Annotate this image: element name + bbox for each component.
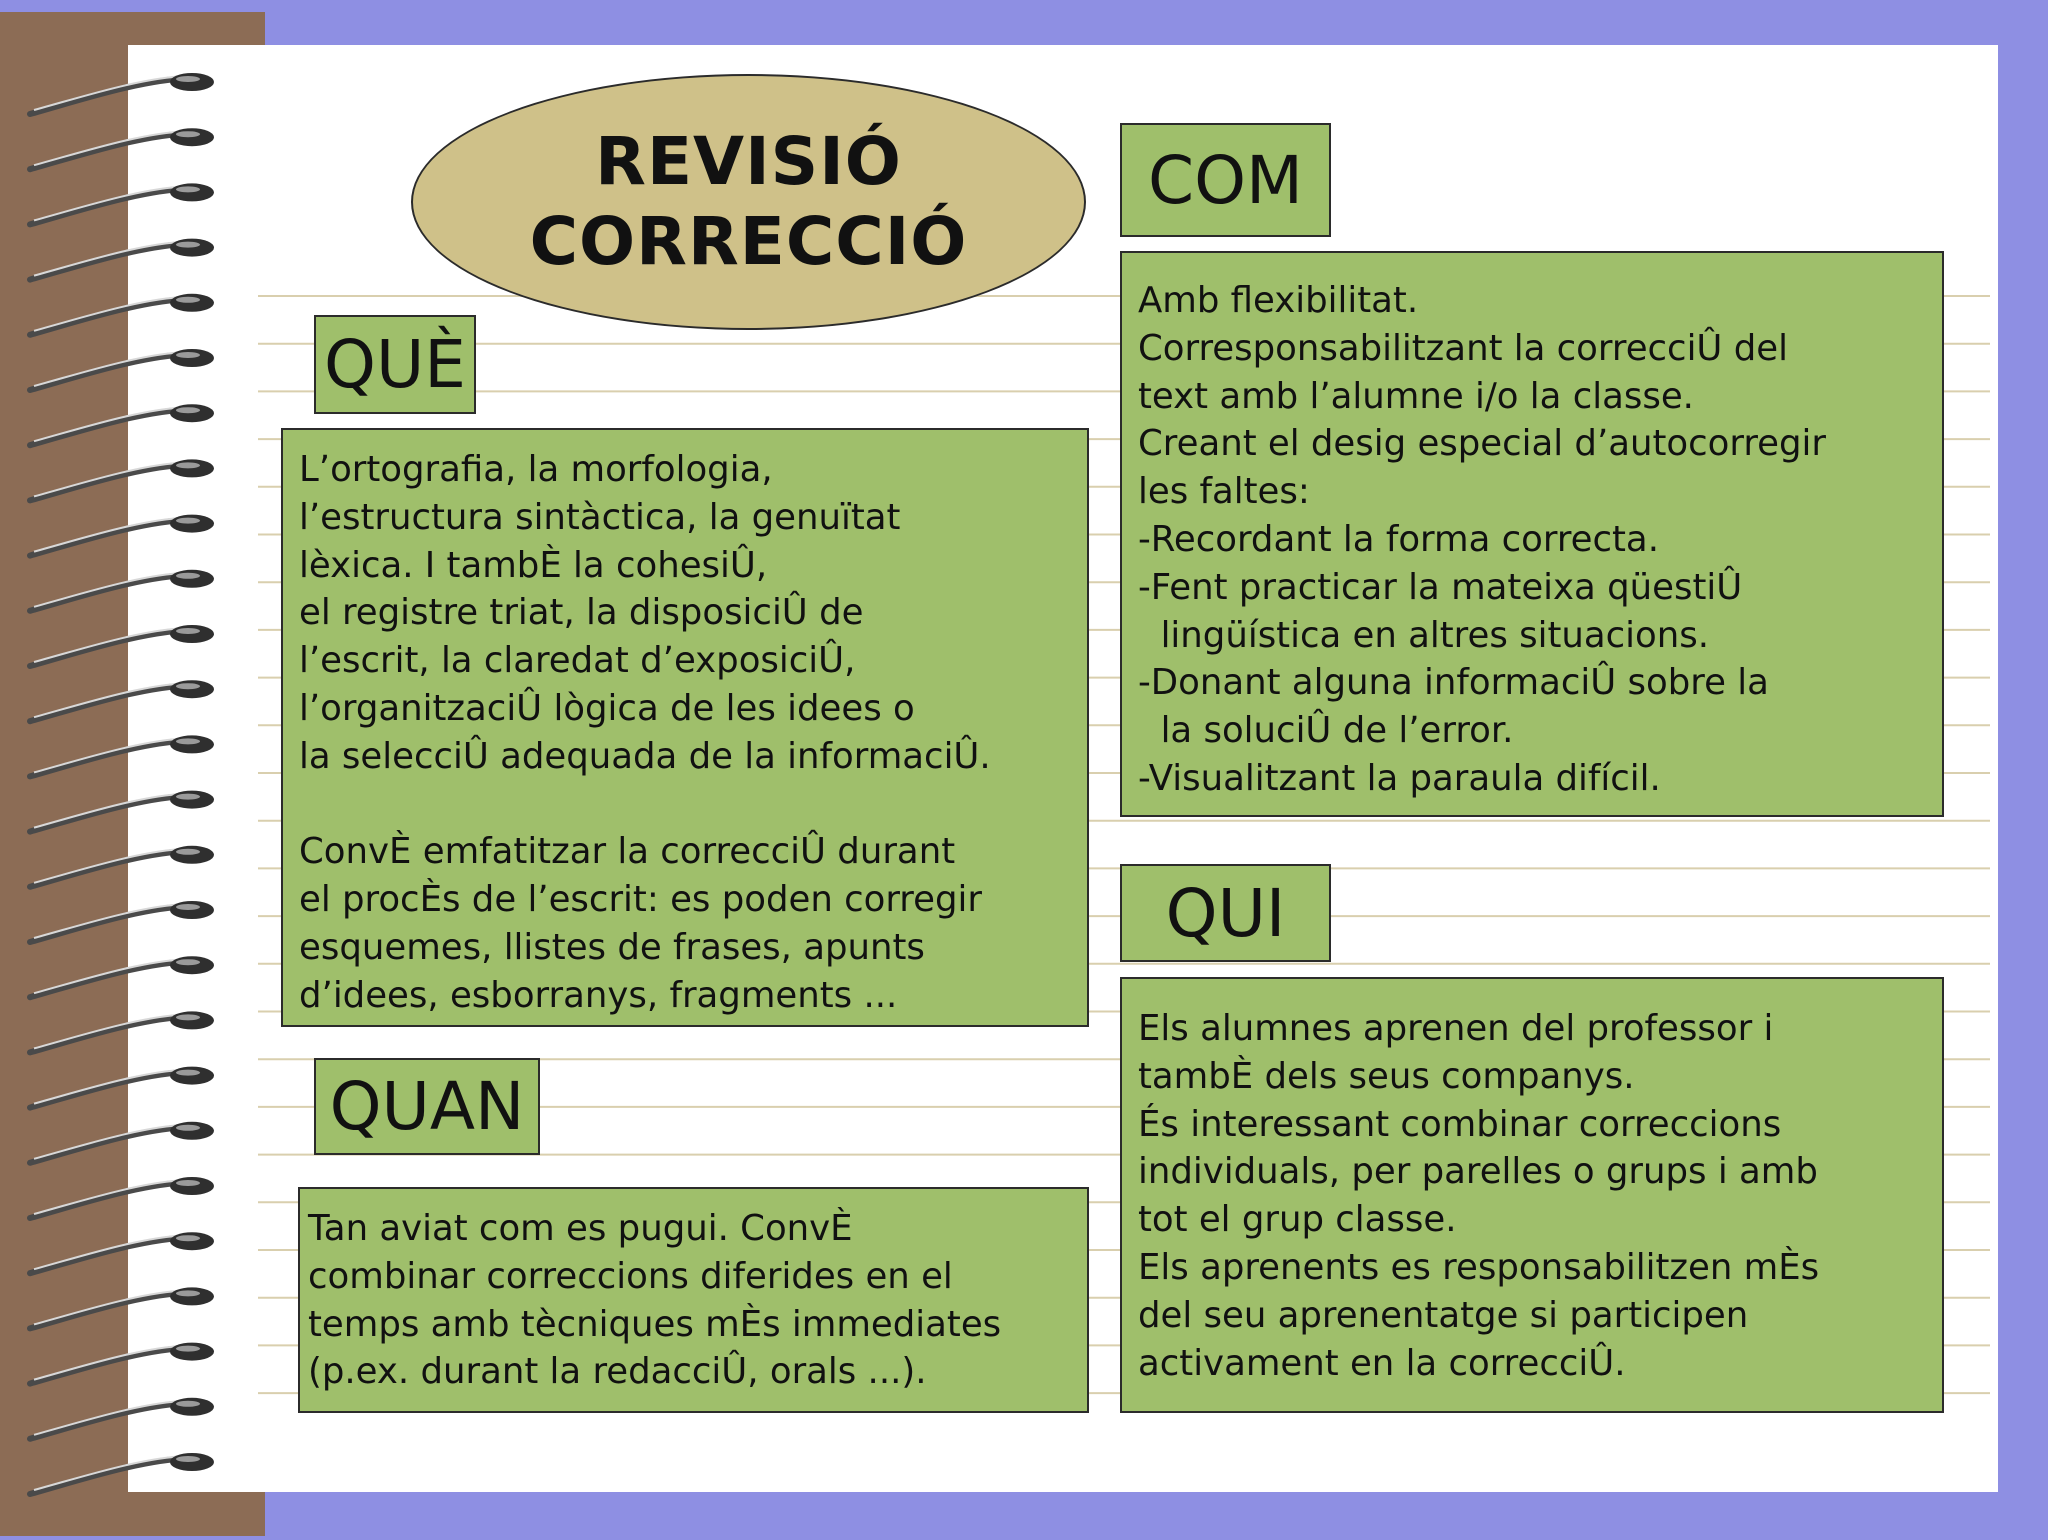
spiral-ring xyxy=(30,846,214,887)
que-line: l’escrit, la claredat d’exposiciÛ, xyxy=(299,640,856,682)
spiral-binding xyxy=(0,0,240,1536)
com-line: les faltes: xyxy=(1138,471,1310,513)
que-line: l’estructura sintàctica, la genuïtat xyxy=(299,496,901,538)
spiral-ring xyxy=(30,735,214,776)
spiral-ring xyxy=(30,128,214,169)
com-paragraph xyxy=(1138,277,1932,803)
qui-line: individuals, per parelles o grups i amb xyxy=(1138,1151,1818,1193)
spiral-ring xyxy=(30,1343,214,1384)
com-line: text amb l’alumne i/o la classe. xyxy=(1138,375,1694,417)
spiral-ring xyxy=(30,515,214,556)
com-line: -Recordant la forma correcta. xyxy=(1138,518,1659,560)
spiral-ring xyxy=(30,625,214,666)
com-line: lingüística en altres situacions. xyxy=(1138,614,1710,656)
title-line-2: CORRECCIÓ xyxy=(529,203,968,280)
spiral-ring xyxy=(30,791,214,832)
spiral-ring xyxy=(30,459,214,500)
qui-line: activament en la correcciÛ. xyxy=(1138,1342,1626,1384)
spiral-ring xyxy=(30,1122,214,1163)
que-line: esquemes, llistes de frases, apunts xyxy=(299,926,925,968)
que-line: L’ortografia, la morfologia, xyxy=(299,449,773,490)
spiral-ring xyxy=(30,956,214,997)
que-line: d’idees, esborranys, fragments ... xyxy=(299,974,898,1016)
qui-line: tot el grup classe. xyxy=(1138,1199,1457,1241)
qui-line: tambÈ dels seus companys. xyxy=(1138,1055,1635,1097)
quan-line: (p.ex. durant la redacciÛ, orals ...). xyxy=(308,1351,927,1393)
spiral-ring xyxy=(30,73,214,114)
quan-paragraph xyxy=(308,1205,1077,1396)
que-line: el procÈs de l’escrit: es poden corregir xyxy=(299,879,982,921)
box-quan xyxy=(298,1187,1089,1413)
label-qui: QUI xyxy=(1120,864,1331,962)
com-line: Amb flexibilitat. xyxy=(1138,280,1419,321)
box-qui xyxy=(1120,977,1944,1413)
page-title xyxy=(530,122,968,282)
que-line: l’organitzaciÛ lògica de les idees o xyxy=(299,687,915,729)
qui-line: del seu aprenentatge si participen xyxy=(1138,1294,1749,1336)
com-line: -Fent practicar la mateixa qüestiÛ xyxy=(1138,566,1743,608)
spiral-ring xyxy=(30,1067,214,1108)
spiral-ring xyxy=(30,294,214,335)
com-line: Corresponsabilitzant la correcciÛ del xyxy=(1138,327,1788,369)
spiral-ring xyxy=(30,1232,214,1273)
que-line: lèxica. I tambÈ la cohesiÛ, xyxy=(299,544,768,586)
spiral-ring xyxy=(30,1453,214,1494)
spiral-ring xyxy=(30,1011,214,1052)
label-quan: QUAN xyxy=(314,1058,540,1155)
label-com: COM xyxy=(1120,123,1331,237)
com-line: la soluciÛ de l’error. xyxy=(1138,710,1514,752)
que-line: la selecciÛ adequada de la informaciÛ. xyxy=(299,735,991,777)
com-line: Creant el desig especial d’autocorregir xyxy=(1138,423,1827,465)
qui-line: És interessant combinar correccions xyxy=(1138,1103,1782,1145)
spiral-ring xyxy=(30,349,214,390)
com-line: -Visualitzant la paraula difícil. xyxy=(1138,757,1661,799)
spiral-ring xyxy=(30,1177,214,1218)
spiral-ring xyxy=(30,239,214,280)
spiral-ring xyxy=(30,680,214,721)
que-line: el registre triat, la disposiciÛ de xyxy=(299,592,864,634)
quan-line: temps amb tècniques mÈs immediates xyxy=(308,1303,1002,1345)
spiral-ring xyxy=(30,183,214,224)
quan-line: Tan aviat com es pugui. ConvÈ xyxy=(308,1208,853,1249)
spiral-ring xyxy=(30,1398,214,1439)
spiral-ring xyxy=(30,901,214,942)
spiral-ring xyxy=(30,404,214,445)
qui-line: Els alumnes aprenen del professor i xyxy=(1138,1008,1774,1049)
spiral-ring xyxy=(30,570,214,611)
spiral-ring xyxy=(30,1287,214,1328)
que-paragraph-1 xyxy=(299,446,1077,781)
box-com xyxy=(1120,251,1944,817)
box-que xyxy=(281,428,1089,1027)
title-oval xyxy=(411,74,1086,330)
qui-paragraph xyxy=(1138,1005,1932,1387)
title-line-1: REVISIÓ xyxy=(595,123,902,200)
label-que: QUÈ xyxy=(314,315,476,414)
com-line: -Donant alguna informaciÛ sobre la xyxy=(1138,662,1769,704)
que-paragraph-2 xyxy=(299,828,1077,1019)
qui-line: Els aprenents es responsabilitzen mÈs xyxy=(1138,1246,1820,1288)
que-line: ConvÈ emfatitzar la correcciÛ durant xyxy=(299,831,956,873)
quan-line: combinar correccions diferides en el xyxy=(308,1255,953,1297)
